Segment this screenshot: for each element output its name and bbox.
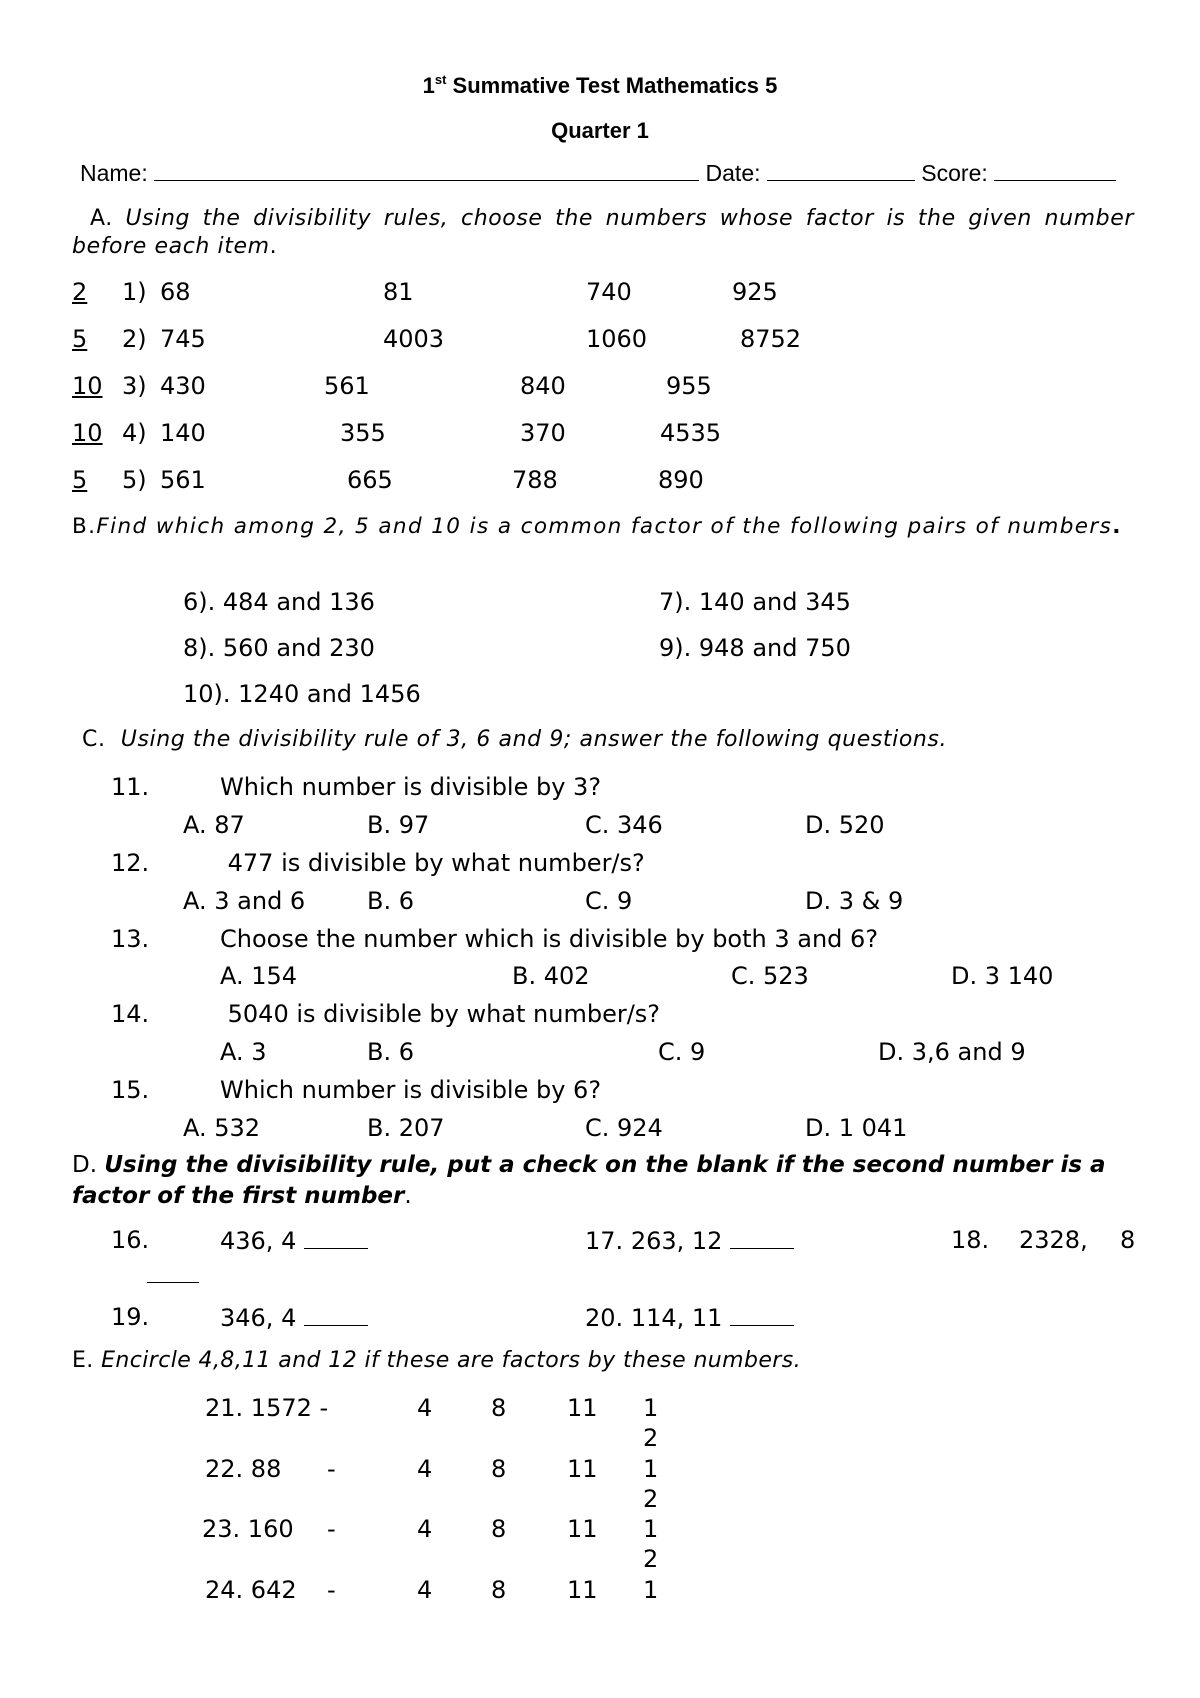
- choice[interactable]: 955: [666, 372, 712, 400]
- item-text: 2328,: [1019, 1226, 1088, 1254]
- section-c-instruction: [82, 729, 947, 751]
- question-text: 477 is divisible by what number/s?: [220, 849, 645, 877]
- section-b-item: 7). 140 and 345: [659, 588, 851, 616]
- test-title: [0, 72, 1200, 98]
- item-text: 263, 12: [630, 1227, 723, 1255]
- question-number: 12.: [111, 849, 150, 877]
- item-text: 114, 11: [630, 1304, 723, 1332]
- option[interactable]: 4: [417, 1394, 433, 1422]
- section-d-instruction: [72, 1150, 1134, 1212]
- item-label: 21. 1572 -: [205, 1394, 329, 1422]
- item-factor: 5: [72, 466, 88, 494]
- section-b-letter: B.: [72, 514, 97, 539]
- question-text: 5040 is divisible by what number/s?: [220, 1000, 661, 1028]
- question-text: Which number is divisible by 3?: [220, 773, 602, 801]
- choice[interactable]: 740: [586, 278, 632, 306]
- item-factor: 5: [72, 325, 88, 353]
- item-factor: 10: [72, 372, 103, 400]
- choice[interactable]: B. 402: [512, 962, 590, 990]
- choice[interactable]: 355: [340, 419, 386, 447]
- section-d-letter: D.: [72, 1152, 98, 1178]
- check-blank[interactable]: [147, 1262, 199, 1283]
- option[interactable]: 2: [643, 1424, 659, 1452]
- option[interactable]: 1: [643, 1394, 659, 1422]
- question-number: 15.: [111, 1076, 150, 1104]
- section-a-letter: A.: [90, 206, 113, 231]
- option[interactable]: 2: [643, 1485, 659, 1513]
- choice[interactable]: A. 532: [183, 1114, 261, 1142]
- check-blank[interactable]: [304, 1228, 368, 1249]
- option[interactable]: 11: [567, 1394, 598, 1422]
- item-label: 22. 88: [205, 1455, 282, 1483]
- section-d-item: [220, 1228, 368, 1253]
- dash: -: [327, 1515, 336, 1543]
- choice[interactable]: 788: [512, 466, 558, 494]
- section-c-letter: C.: [82, 727, 106, 752]
- score-label: Score:: [914, 160, 995, 186]
- item-number: 3): [122, 372, 147, 400]
- section-d-item: [220, 1305, 368, 1330]
- check-blank[interactable]: [730, 1228, 794, 1249]
- item-text: 8: [1120, 1226, 1136, 1254]
- choice[interactable]: 4535: [660, 419, 722, 447]
- item-number: 20.: [585, 1304, 624, 1332]
- item-factor: 10: [72, 419, 103, 447]
- choice[interactable]: C. 9: [658, 1038, 706, 1066]
- section-b-text: Find which among 2, 5 and 10 is a common factor of the following pairs of numbers: [96, 514, 1113, 539]
- item-number: 19.: [111, 1303, 150, 1331]
- choice[interactable]: 140: [160, 419, 206, 447]
- choice[interactable]: D. 3 140: [951, 962, 1054, 990]
- option[interactable]: 4: [417, 1576, 433, 1604]
- item-number: 5): [122, 466, 147, 494]
- section-e-letter: E.: [72, 1348, 94, 1373]
- title-number: 1: [422, 73, 435, 98]
- question-text: Which number is divisible by 6?: [220, 1076, 602, 1104]
- item-label: 24. 642: [205, 1576, 297, 1604]
- choice[interactable]: 68: [160, 278, 191, 306]
- item-number: 18.: [951, 1226, 990, 1254]
- option[interactable]: 4: [417, 1455, 433, 1483]
- choice[interactable]: C. 523: [731, 962, 809, 990]
- choice[interactable]: 840: [520, 372, 566, 400]
- choice[interactable]: D. 520: [805, 811, 885, 839]
- section-e-text: Encircle 4,8,11 and 12 if these are factors by these numbers.: [101, 1348, 801, 1373]
- score-blank[interactable]: [994, 160, 1116, 181]
- item-text: 436, 4: [220, 1227, 297, 1255]
- option[interactable]: 11: [567, 1576, 598, 1604]
- check-blank[interactable]: [730, 1305, 794, 1326]
- item-number: 1): [122, 278, 147, 306]
- choice[interactable]: D. 3 & 9: [805, 887, 904, 915]
- choice[interactable]: 370: [520, 419, 566, 447]
- option[interactable]: 8: [491, 1455, 507, 1483]
- choice[interactable]: 81: [383, 278, 414, 306]
- section-a-instruction: [72, 205, 1134, 261]
- choice[interactable]: C. 9: [585, 887, 633, 915]
- option[interactable]: 8: [491, 1515, 507, 1543]
- section-b-item: 8). 560 and 230: [183, 634, 375, 662]
- date-blank[interactable]: [767, 160, 915, 181]
- option[interactable]: 1: [643, 1515, 659, 1543]
- section-b-item: 9). 948 and 750: [659, 634, 851, 662]
- title-superscript: st: [434, 72, 447, 87]
- choice[interactable]: 1060: [586, 325, 648, 353]
- item-factor: 2: [72, 278, 88, 306]
- item-number: 4): [122, 419, 147, 447]
- option[interactable]: 8: [491, 1394, 507, 1422]
- student-info-line: [80, 160, 1116, 185]
- choice[interactable]: 430: [160, 372, 206, 400]
- choice[interactable]: 665: [347, 466, 393, 494]
- item-text: 346, 4: [220, 1304, 297, 1332]
- check-blank[interactable]: [304, 1305, 368, 1326]
- choice[interactable]: A. 3: [220, 1038, 267, 1066]
- option[interactable]: 11: [567, 1455, 598, 1483]
- section-e-instruction: [72, 1350, 801, 1372]
- question-text: Choose the number which is divisible by both 3 and 6?: [220, 925, 879, 953]
- choice[interactable]: B. 6: [367, 1038, 414, 1066]
- option[interactable]: 1: [643, 1455, 659, 1483]
- choice[interactable]: 561: [324, 372, 370, 400]
- choice[interactable]: A. 87: [183, 811, 245, 839]
- dash: -: [327, 1455, 336, 1483]
- option[interactable]: 11: [567, 1515, 598, 1543]
- choice[interactable]: C. 924: [585, 1114, 663, 1142]
- section-b-item: 10). 1240 and 1456: [183, 680, 421, 708]
- choice[interactable]: 925: [732, 278, 778, 306]
- choice[interactable]: 561: [160, 466, 206, 494]
- item-number: 2): [122, 325, 147, 353]
- title-text: Summative Test Mathematics 5: [446, 73, 778, 98]
- name-blank[interactable]: [154, 160, 699, 181]
- choice[interactable]: B. 6: [367, 887, 414, 915]
- date-label: Date:: [699, 160, 767, 186]
- section-d-text: Using the divisibility rule, put a check on the blank if the second number is a factor of the first number: [72, 1152, 1106, 1209]
- option[interactable]: 8: [491, 1576, 507, 1604]
- item-number: 17.: [585, 1227, 624, 1255]
- section-b-instruction: [72, 512, 1134, 542]
- choice[interactable]: A. 3 and 6: [183, 887, 306, 915]
- choice[interactable]: C. 346: [585, 811, 663, 839]
- question-number: 13.: [111, 925, 150, 953]
- choice[interactable]: B. 207: [367, 1114, 445, 1142]
- choice[interactable]: 8752: [740, 325, 802, 353]
- section-b-item: 6). 484 and 136: [183, 588, 375, 616]
- choice[interactable]: 745: [160, 325, 206, 353]
- section-a-period: .: [269, 234, 278, 259]
- choice[interactable]: A. 154: [220, 962, 298, 990]
- quarter-label: Quarter 1: [551, 118, 649, 143]
- question-number: 11.: [111, 773, 150, 801]
- item-number: 16.: [111, 1226, 150, 1254]
- section-b-period: .: [1112, 514, 1122, 539]
- item-label: 23. 160: [202, 1515, 294, 1543]
- section-a-text: Using the divisibility rules, choose the numbers whose factor is the given number before each item: [72, 206, 1134, 259]
- section-d-item: [585, 1305, 794, 1330]
- choice[interactable]: D. 3,6 and 9: [878, 1038, 1026, 1066]
- question-number: 14.: [111, 1000, 150, 1028]
- dash: -: [327, 1576, 336, 1604]
- choice[interactable]: 4003: [383, 325, 445, 353]
- section-c-text: Using the divisibility rule of 3, 6 and 9; answer the following questions.: [120, 727, 948, 752]
- option[interactable]: 1: [643, 1576, 659, 1604]
- section-d-period: .: [404, 1183, 412, 1209]
- choice[interactable]: D. 1 041: [805, 1114, 908, 1142]
- section-d-item: [585, 1228, 794, 1253]
- option[interactable]: 2: [643, 1545, 659, 1573]
- choice[interactable]: B. 97: [367, 811, 430, 839]
- option[interactable]: 4: [417, 1515, 433, 1543]
- choice[interactable]: 890: [658, 466, 704, 494]
- name-label: Name:: [80, 160, 155, 186]
